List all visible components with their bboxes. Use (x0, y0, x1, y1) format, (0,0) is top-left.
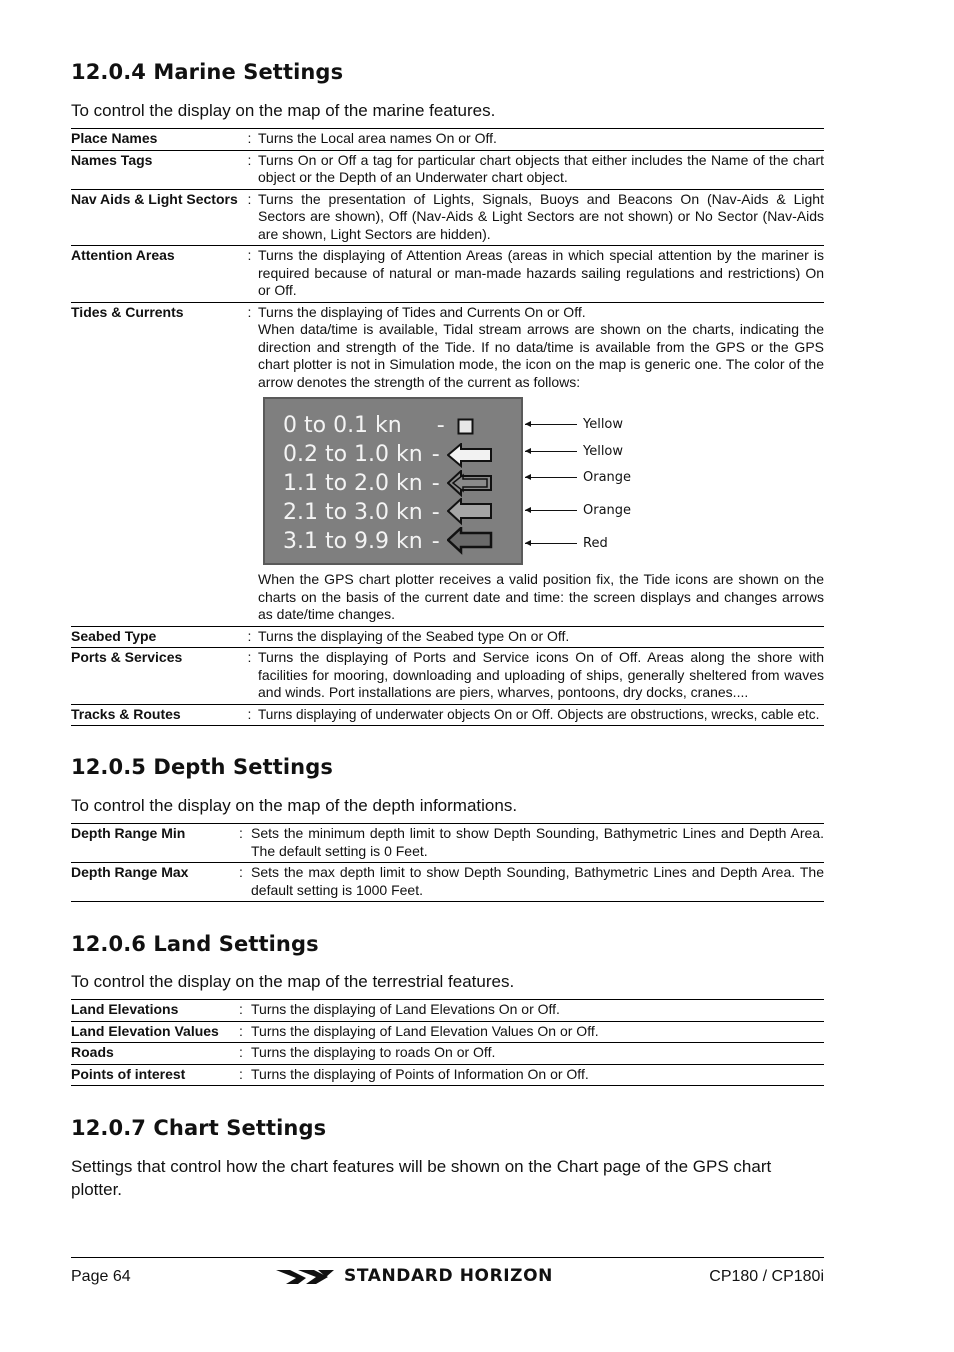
table-row (71, 824, 824, 863)
tide-color-label: Orange (583, 470, 632, 485)
setting-label: Names Tags (71, 150, 247, 189)
tide-legend-row (283, 440, 440, 469)
setting-label: Points of interest (71, 1064, 237, 1086)
setting-desc: Turns the displaying of Attention Areas (areas in which special attention by the mariner is required because of natural or man-made hazards sailing regulations and restrictions) On or Off. (258, 246, 824, 303)
colon: : (247, 626, 258, 648)
brand-wave-icon (276, 1267, 336, 1287)
tides-desc-para: When data/time is available, Tidal stream arrows are shown on the charts, indicating the direction and strength of the Tide. If no data/time is available from the GPS or the GPS chart plotter is not in Simulation mode, the icon on the map is generic one. The color of the arrow denotes the strength of the current as follows: (258, 321, 824, 390)
tide-strength-legend (263, 397, 683, 567)
tide-legend-panel (263, 397, 523, 565)
colon: : (237, 1043, 251, 1065)
setting-label: Nav Aids & Light Sectors (71, 189, 247, 246)
tides-desc-footer: When the GPS chart plotter receives a valid position fix, the Tide icons are shown on the charts on the basis of the current date and time: the screen displays and changes arrows as date/time changes. (258, 571, 824, 622)
table-row (71, 1000, 824, 1022)
setting-desc: Sets the minimum depth limit to show Depth Sounding, Bathymetric Lines and Depth Area. The default setting is 0 Feet. (251, 824, 824, 863)
setting-label: Depth Range Max (71, 863, 237, 902)
square-icon (457, 418, 475, 436)
colon: : (247, 150, 258, 189)
setting-label: Depth Range Min (71, 824, 237, 863)
setting-label: Roads (71, 1043, 237, 1065)
table-row (71, 129, 824, 151)
table-row (71, 246, 824, 303)
colon: : (247, 189, 258, 246)
page-number: Page 64 (71, 1268, 131, 1285)
table-row (71, 189, 824, 246)
colon: : (237, 863, 251, 902)
setting-desc: Turns the displaying of Points of Information On or Off. (251, 1064, 824, 1086)
table-row (71, 302, 824, 626)
setting-label: Tides & Currents (71, 302, 247, 626)
setting-desc: Turns the displaying of Ports and Service icons On of Off. Areas along the shore with facilities for mooring, downloading and uploading of ships, generally sheltered from waves and winds. Port installations are piers, wharves, pontoons, dry docks, cranes.... (258, 648, 824, 705)
colon: : (247, 246, 258, 303)
tide-range: 1.1 to 2.0 kn (283, 471, 423, 496)
tide-range: 0 to 0.1 kn (283, 413, 402, 438)
colon: : (247, 302, 258, 626)
brand-name: STANDARD HORIZON (344, 1266, 553, 1286)
setting-label: Land Elevations (71, 1000, 237, 1022)
colon: : (237, 1000, 251, 1022)
tide-legend-row (283, 498, 440, 527)
colon: : (237, 1021, 251, 1043)
tide-range: 2.1 to 3.0 kn (283, 500, 423, 525)
tide-range: 0.2 to 1.0 kn (283, 442, 423, 467)
setting-desc: Sets the max depth limit to show Depth Sounding, Bathymetric Lines and Depth Area. The default setting is 1000 Feet. (251, 863, 824, 902)
setting-desc: Turns the Local area names On or Off. (258, 129, 824, 151)
colon: : (247, 648, 258, 705)
table-row (71, 626, 824, 648)
colon: : (247, 704, 258, 726)
tide-dash: - (436, 413, 445, 438)
tide-legend-row (283, 469, 440, 498)
tide-color-label: Red (583, 536, 608, 551)
footer-rule (71, 1257, 824, 1258)
setting-desc: Turns displaying of underwater objects On or Off. Objects are obstructions, wrecks, cable etc. (258, 704, 824, 726)
arrow-gray-icon (447, 498, 495, 526)
setting-label: Place Names (71, 129, 247, 151)
setting-label: Ports & Services (71, 648, 247, 705)
setting-label: Attention Areas (71, 246, 247, 303)
setting-label: Seabed Type (71, 626, 247, 648)
table-row (71, 648, 824, 705)
tide-dash: - (431, 529, 440, 554)
pointer-line (525, 477, 577, 478)
tide-range: 3.1 to 9.9 kn (283, 529, 423, 554)
table-row (71, 1064, 824, 1086)
pointer-line (525, 424, 577, 425)
colon: : (237, 824, 251, 863)
pointer-line (525, 451, 577, 452)
model-name: CP180 / CP180i (709, 1268, 824, 1285)
land-settings-table (71, 999, 824, 1086)
arrow-outline-icon (447, 470, 495, 498)
depth-settings-table (71, 823, 824, 902)
section-title-land: 12.0.6 Land Settings (71, 932, 319, 956)
setting-desc: Turns the displaying of the Seabed type On or Off. (258, 626, 824, 648)
table-row (71, 863, 824, 902)
brand-logo (276, 1266, 626, 1288)
setting-desc: Turns the displaying of Land Elevations On or Off. (251, 1000, 824, 1022)
tide-dash: - (431, 471, 440, 496)
tide-dash: - (431, 442, 440, 467)
setting-desc: Turns the displaying of Land Elevation Values On or Off. (251, 1021, 824, 1043)
setting-desc: Turns the presentation of Lights, Signals, Buoys and Beacons On (Nav-Aids & Light Sectors are shown), Off (Nav-Aids & Light Sectors are not shown) or No Sector (Nav-Aids are shown, Light Sectors are hidden). (258, 189, 824, 246)
section-title-chart: 12.0.7 Chart Settings (71, 1116, 327, 1140)
colon: : (237, 1064, 251, 1086)
setting-label: Tracks & Routes (71, 704, 247, 726)
tide-color-label: Yellow (583, 444, 624, 459)
setting-desc: Turns the displaying to roads On or Off. (251, 1043, 824, 1065)
tide-color-label: Yellow (583, 417, 624, 432)
table-row (71, 1021, 824, 1043)
setting-label: Land Elevation Values (71, 1021, 237, 1043)
setting-desc (258, 302, 824, 626)
colon: : (247, 129, 258, 151)
table-row (71, 150, 824, 189)
table-row (71, 1043, 824, 1065)
setting-desc: Turns On or Off a tag for particular chart objects that either includes the Name of the chart object or the Depth of an Underwater chart object. (258, 150, 824, 189)
intro-chart: Settings that control how the chart features will be shown on the Chart page of the GPS chart plotter. (71, 1157, 772, 1199)
pointer-line (525, 510, 577, 511)
intro-marine: To control the display on the map of the marine features. (71, 101, 496, 120)
arrow-white-icon (447, 443, 495, 469)
table-row (71, 704, 824, 726)
section-title-depth: 12.0.5 Depth Settings (71, 755, 333, 779)
intro-land: To control the display on the map of the terrestrial features. (71, 972, 515, 991)
intro-depth: To control the display on the map of the depth informations. (71, 796, 518, 815)
tide-legend-row (283, 411, 445, 440)
tides-desc-line1: Turns the displaying of Tides and Currents On or Off. (258, 303, 586, 320)
pointer-line (525, 543, 577, 544)
arrow-dark-icon (447, 527, 495, 555)
tide-dash: - (431, 500, 440, 525)
section-title-marine: 12.0.4 Marine Settings (71, 60, 344, 84)
tide-color-label: Orange (583, 503, 632, 518)
marine-settings-table (71, 128, 824, 726)
tide-legend-row (283, 527, 440, 556)
